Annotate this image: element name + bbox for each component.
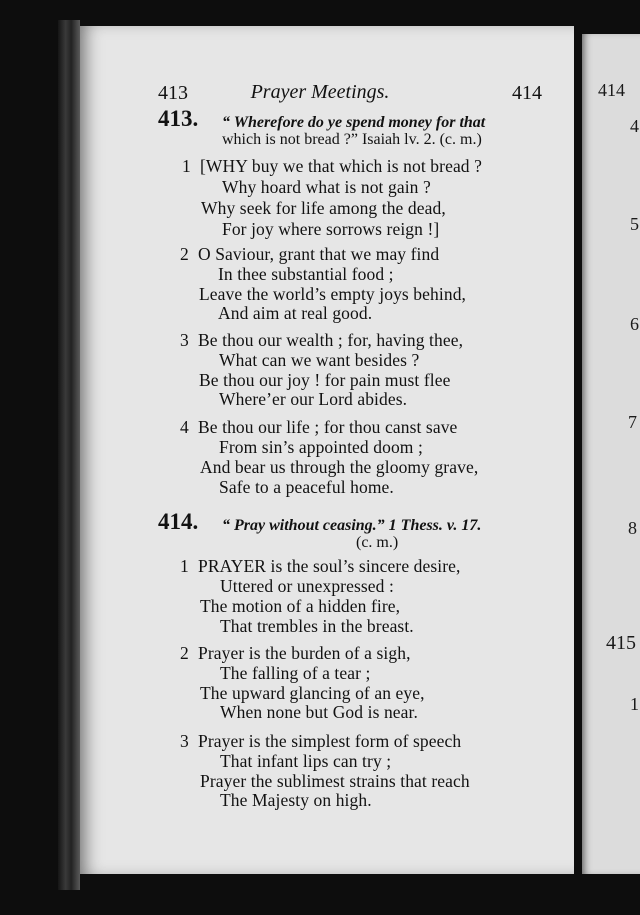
verse-line: The motion of a hidden fire, [200, 596, 401, 616]
verse-line: 3 Be thou our wealth ; for, having thee, [180, 330, 464, 350]
hymn-caption-cont: (c. m.) [356, 534, 399, 551]
edge-number: 5 [630, 214, 639, 234]
edge-number: 1 [630, 694, 639, 714]
hymn-number: 414. [158, 509, 199, 534]
verse-line: 2 O Saviour, grant that we may find [180, 244, 440, 264]
verse-line: Prayer the sublimest strains that reach [200, 771, 470, 791]
verse-line: What can we want besides ? [219, 350, 420, 370]
verse-line: 4 Be thou our life ; for thou canst save [180, 417, 458, 437]
verse-line: That trembles in the breast. [220, 616, 414, 636]
verse-line: 3 Prayer is the simplest form of speech [180, 731, 462, 751]
verse-line: The Majesty on high. [220, 790, 372, 810]
edge-number: 6 [630, 314, 639, 334]
edge-number: 415 [606, 632, 636, 654]
edge-number: 8 [628, 518, 637, 538]
verse-line: Uttered or unexpressed : [220, 576, 394, 596]
hymn-caption: “ Wherefore do ye spend money for that [222, 114, 486, 131]
verse-line: 1 [WHY buy we that which is not bread ? [182, 156, 482, 176]
verse-line: The falling of a tear ; [220, 663, 371, 683]
verse-line: And bear us through the gloomy grave, [200, 457, 479, 477]
edge-number: 414 [598, 80, 625, 100]
verse-line: And aim at real good. [218, 303, 373, 323]
hymn-number: 413. [158, 106, 199, 131]
edge-number: 4 [630, 116, 639, 136]
verse-line: When none but God is near. [220, 702, 418, 722]
header-left-number: 413 [158, 82, 188, 104]
verse-line: Safe to a peaceful home. [219, 477, 394, 497]
hymn-caption: “ Pray without ceasing.” 1 Thess. v. 17. [222, 517, 482, 534]
verse-line: Why hoard what is not gain ? [222, 177, 431, 197]
book-spine [58, 20, 80, 890]
verse-line: The upward glancing of an eye, [200, 683, 425, 703]
verse-line: Why seek for life among the dead, [201, 198, 446, 218]
page-title: Prayer Meetings. [250, 81, 390, 103]
verse-line: That infant lips can try ; [220, 751, 392, 771]
verse-line: Where’er our Lord abides. [219, 389, 408, 409]
hymn-caption-cont: which is not bread ?” Isaiah lv. 2. (c. m.) [222, 131, 482, 148]
header-right-number: 414 [512, 82, 542, 104]
verse-line: In thee substantial food ; [218, 264, 394, 284]
verse-line: For joy where sorrows reign !] [222, 219, 440, 239]
page-header [0, 54, 640, 104]
verse-line: 1 PRAYER is the soul’s sincere desire, [180, 556, 461, 576]
verse-line: Be thou our joy ! for pain must flee [199, 370, 451, 390]
verse-line: Leave the world’s empty joys behind, [199, 284, 467, 304]
verse-line: 2 Prayer is the burden of a sigh, [180, 643, 411, 663]
verse-line: From sin’s appointed doom ; [219, 437, 423, 457]
right-page-edge [582, 34, 640, 874]
edge-number: 7 [628, 412, 637, 432]
